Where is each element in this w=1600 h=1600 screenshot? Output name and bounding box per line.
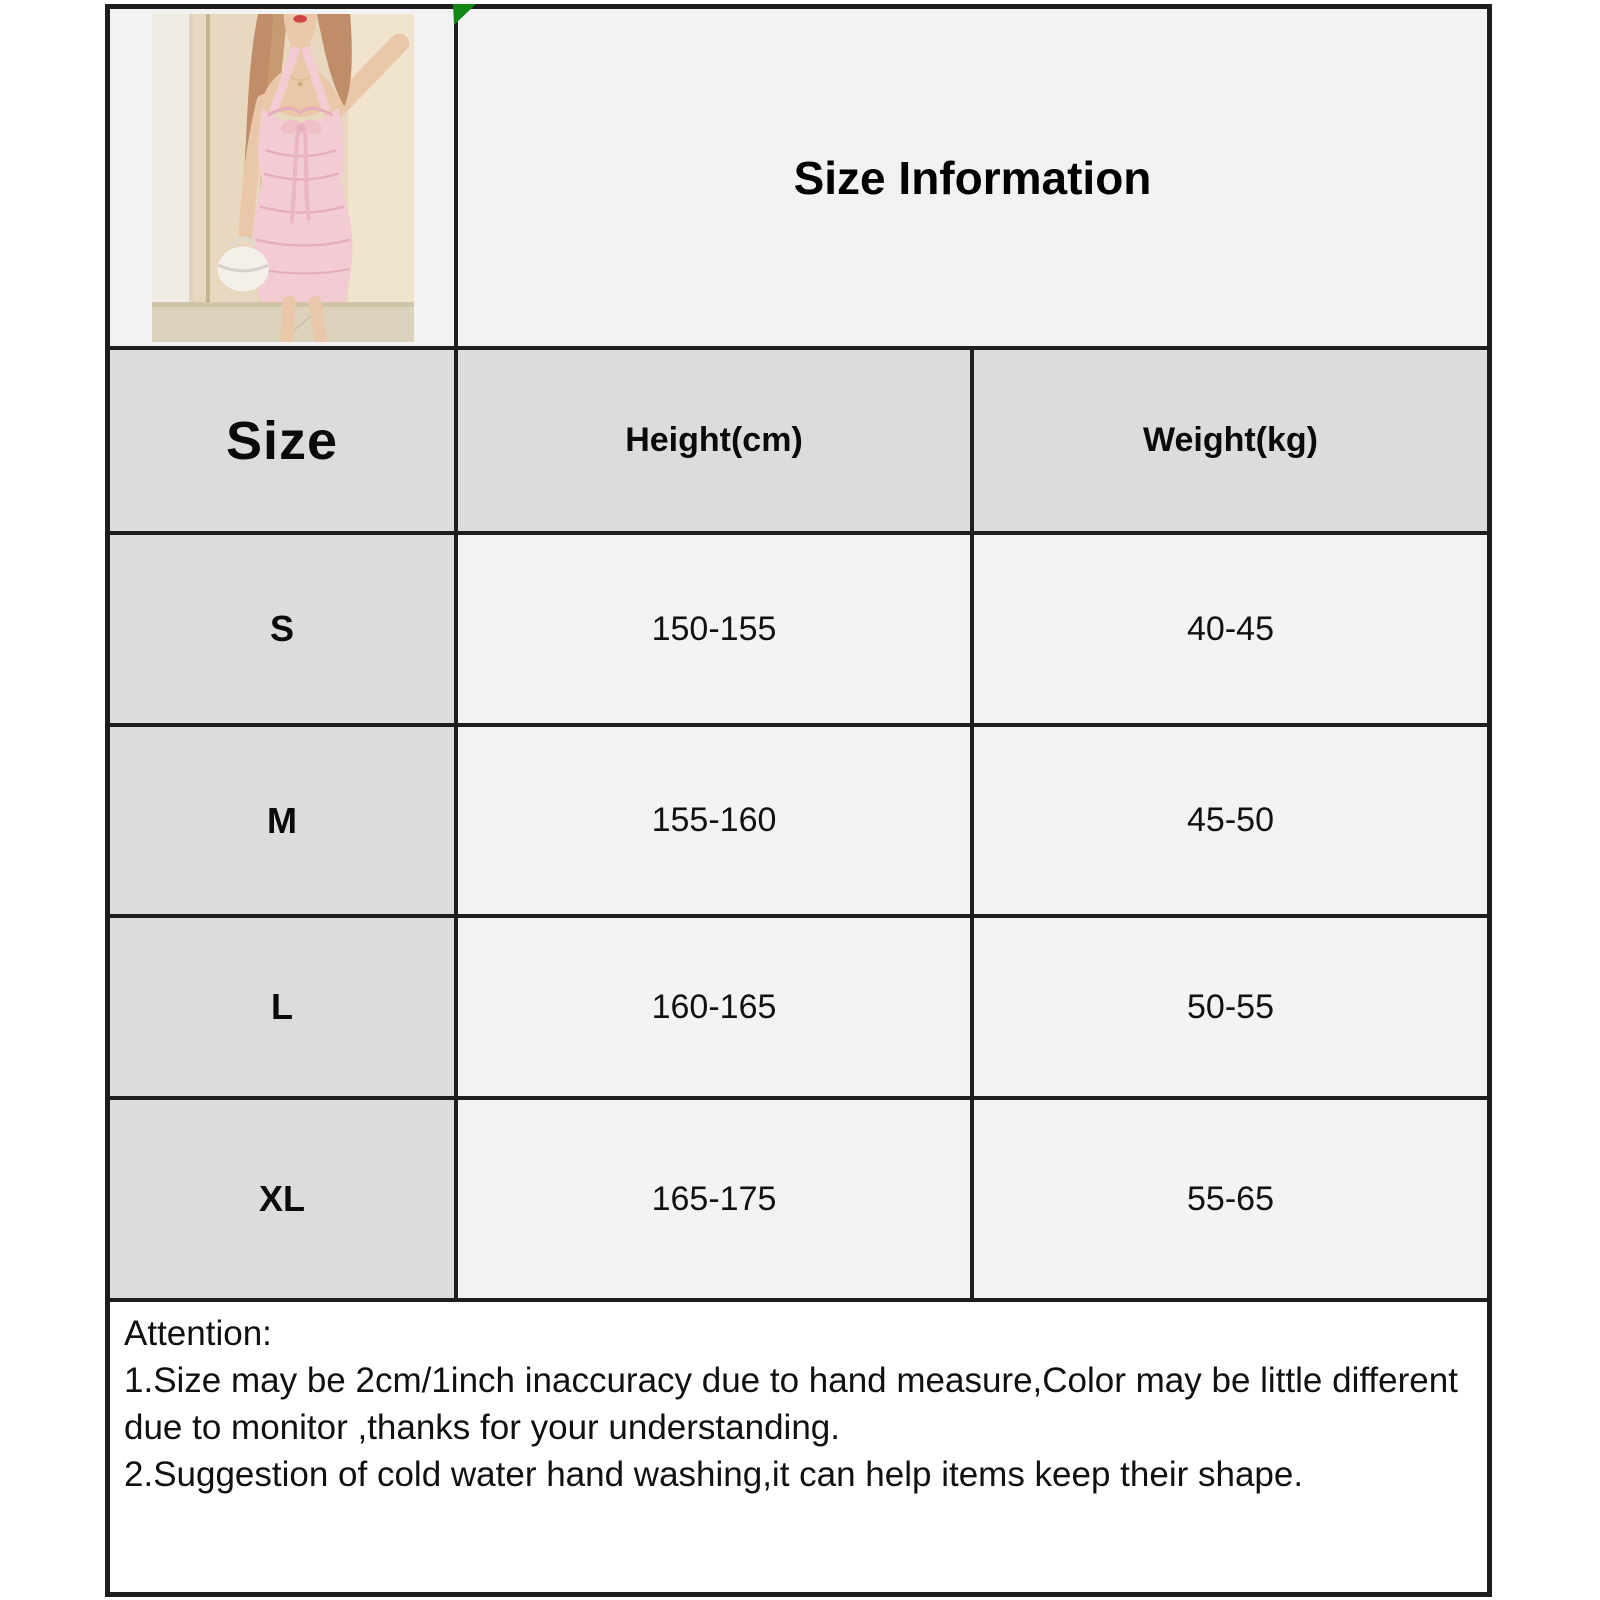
row-xl-size: XL: [110, 1100, 458, 1302]
green-corner-marker: [453, 4, 476, 25]
row-m-size: M: [110, 727, 458, 918]
row-s-height: 150-155: [458, 535, 974, 727]
size-chart-sheet: [105, 4, 1492, 1597]
row-m-height: 155-160: [458, 727, 974, 918]
page-title: Size Information: [793, 151, 1152, 204]
col-header-height: Height(cm): [458, 350, 974, 535]
row-s-size: S: [110, 535, 458, 727]
product-photo: [152, 14, 414, 342]
col-header-weight: Weight(kg): [974, 350, 1487, 535]
row-m-weight: 45-50: [974, 727, 1487, 918]
row-s-weight: 40-45: [974, 535, 1487, 727]
attention-block: [110, 1302, 1487, 1592]
col-header-size: Size: [110, 350, 458, 535]
product-photo-cell: [110, 9, 458, 350]
attention-note-1: 1.Size may be 2cm/1inch inaccuracy due to hand measure,Color may be little different due to monitor ,thanks for your understanding.: [124, 1361, 1458, 1447]
row-l-height: 160-165: [458, 918, 974, 1100]
row-xl-weight: 55-65: [974, 1100, 1487, 1302]
row-l-size: L: [110, 918, 458, 1100]
row-l-weight: 50-55: [974, 918, 1487, 1100]
row-xl-height: 165-175: [458, 1100, 974, 1302]
attention-note-2: 2.Suggestion of cold water hand washing,it can help items keep their shape.: [124, 1455, 1304, 1494]
attention-heading: Attention:: [124, 1314, 272, 1353]
title-cell: [458, 9, 1487, 350]
